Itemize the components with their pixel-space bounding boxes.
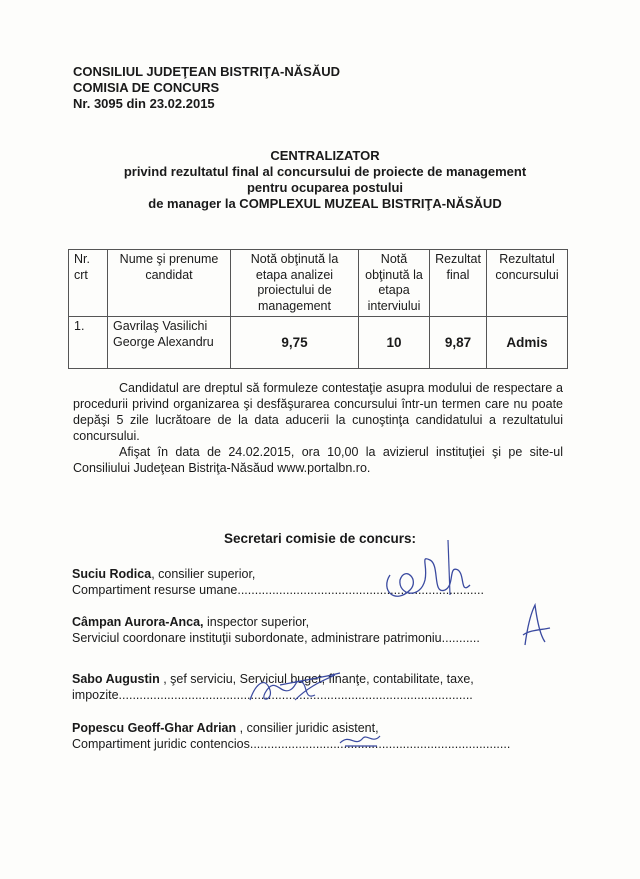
- signature-entry-2: Câmpan Aurora-Anca, inspector superior, Serviciul coordonare instituţii subordonate, administrare patrimoniu...........: [72, 615, 480, 645]
- signatory-department: Compartiment juridic contencios: [72, 737, 250, 751]
- signatory-name: Popescu Geoff-Ghar Adrian: [72, 721, 237, 735]
- header-name: Nume şi prenume candidat: [108, 250, 231, 317]
- signature-scribble-3: [235, 665, 345, 710]
- cell-interview-score: 10: [359, 317, 430, 369]
- commission-name: COMISIA DE CONCURS: [73, 80, 220, 95]
- signature-scribble-4: [335, 728, 385, 753]
- document-number: Nr. 3095 din 23.02.2015: [73, 96, 215, 111]
- title-line-2: privind rezultatul final al concursului de proiecte de management: [123, 164, 527, 179]
- signatory-role: inspector superior,: [203, 615, 310, 629]
- signatory-department: Serviciul coordonare instituţii subordonate, administrare patrimoniu: [72, 631, 442, 645]
- signatory-name: Câmpan Aurora-Anca,: [72, 615, 204, 629]
- secretaries-title: Secretari comisie de concurs:: [223, 531, 417, 546]
- signature-entry-3: Sabo Augustin , şef serviciu, Serviciul buget, finanţe, contabilitate, taxe, impozite......................................................................................................: [72, 672, 474, 702]
- institution-name: CONSILIUL JUDEŢEAN BISTRIŢA-NĂSĂUD: [73, 64, 340, 79]
- signatory-department: Compartiment resurse umane: [72, 583, 238, 597]
- cell-name: [108, 317, 231, 369]
- signatory-role: , şef serviciu, Serviciul buget, finanţe, contabilitate, taxe,: [159, 672, 474, 686]
- signatory-name: Suciu Rodica: [72, 567, 152, 581]
- table-row: [69, 317, 568, 369]
- cell-nr: 1.: [69, 317, 108, 369]
- signature-scribble-2: [515, 600, 555, 650]
- cell-contest-result: Admis: [487, 317, 568, 369]
- title-main: CENTRALIZATOR: [270, 148, 380, 163]
- document-header: [73, 64, 340, 112]
- contestation-paragraph: Candidatul are dreptul să formuleze contestaţie asupra modului de respectare a procedurii privind organizarea şi desfăşurarea concursului într-un termen care nu poate depăşi 5 zile lucrătoare de la data aducerii la cunoştinţa candidatului a rezultatului concursului.: [73, 381, 563, 443]
- title-line-3: pentru ocuparea postului: [246, 180, 403, 195]
- signatory-role: , consilier juridic asistent,: [236, 721, 379, 735]
- cell-project-score: 9,75: [231, 317, 359, 369]
- cell-final-result: 9,87: [430, 317, 487, 369]
- results-table: [68, 249, 568, 369]
- title-line-4: de manager la COMPLEXUL MUZEAL BISTRIŢA-NĂSĂUD: [148, 196, 502, 211]
- header-interview-score: Notă obţinută la etapa interviului: [359, 250, 430, 317]
- header-nr: Nr. crt: [69, 250, 108, 317]
- header-final-result: Rezultat final: [430, 250, 487, 317]
- signature-entry-1: Suciu Rodica, consilier superior, Compartiment resurse umane.......................................................................: [72, 567, 484, 597]
- signatory-department: impozite: [72, 688, 119, 702]
- header-project-score: Notă obţinută la etapa analizei proiectului de management: [231, 250, 359, 317]
- signatory-name: Sabo Augustin: [72, 672, 160, 686]
- signature-entry-4: Popescu Geoff-Ghar Adrian , consilier juridic asistent, Compartiment juridic contencios...........................................................................: [72, 721, 511, 751]
- candidate-name-line1: Gavrilaş Vasilichi: [113, 319, 208, 333]
- document-title: [60, 148, 590, 212]
- candidate-name-line2: George Alexandru: [113, 334, 214, 349]
- signatory-role: , consilier superior,: [151, 567, 256, 581]
- table-header-row: [69, 250, 568, 317]
- header-contest-result: Rezultatul concursului: [487, 250, 568, 317]
- posting-paragraph: Afişat în data de 24.02.2015, ora 10,00 la avizierul instituţiei şi pe site-ul Consiliului Judeţean Bistriţa-Năsăud www.portalbn.ro.: [73, 445, 563, 475]
- body-text: [73, 380, 563, 476]
- signature-scribble-1: [370, 535, 480, 615]
